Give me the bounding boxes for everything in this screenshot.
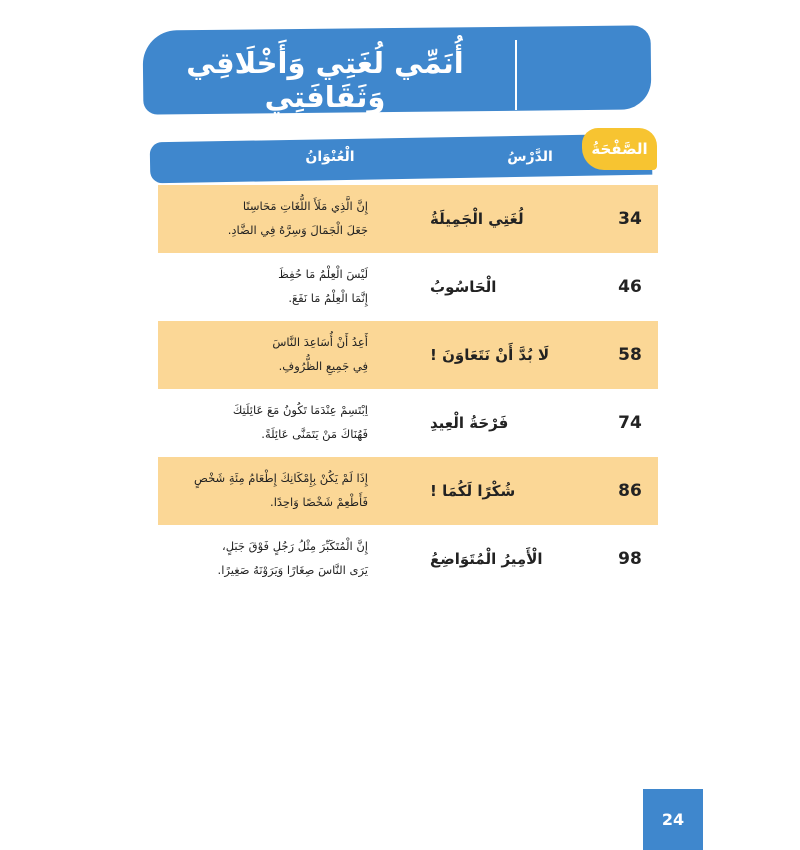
quote — [198, 330, 368, 378]
quote-line: إِنَّ الَّذِي مَلَأَ اللُّغَاتِ مَحَاسِنًا — [242, 199, 368, 213]
page-number: 46 — [618, 277, 642, 297]
table-row — [158, 185, 658, 253]
lesson-name: الْحَاسُوبُ — [430, 278, 497, 296]
page-number: 98 — [618, 549, 642, 569]
quote — [198, 194, 368, 242]
quote — [198, 534, 368, 582]
quote-line: إِنَّ الْمُتَكَبِّرَ مِثْلُ رَجُلٍ فَوْقَ جَبَلٍ، — [222, 539, 368, 553]
page-title: أُنَمِّي لُغَتِي وَأَخْلَاقِي وَثَقَافَتِي — [186, 46, 464, 114]
lesson-name: فَرْحَةُ الْعِيدِ — [430, 414, 509, 432]
quote-line: يَرَى النَّاسَ صِغَارًا وَيَرَوْنَهُ صَغِيرًا. — [217, 563, 368, 577]
quote — [194, 466, 368, 514]
quote-line: إِذَا لَمْ يَكُنْ بِإِمْكَانِكَ إِطْعَامُ مِئَةِ شَخْصٍ — [194, 471, 368, 485]
page-column-header: الصَّفْحَةُ — [582, 128, 657, 170]
quote-line: لَيْسَ الْعِلْمُ مَا حُفِظَ — [278, 267, 368, 281]
page-number: 74 — [618, 413, 642, 433]
page-number: 58 — [618, 345, 642, 365]
quote-line: إِنَّمَا الْعِلْمُ مَا نَفَعَ. — [288, 291, 368, 305]
quote-line: اِبْتَسِمْ عِنْدَمَا تَكُونُ مَعَ عَائِلَتِكَ — [232, 403, 368, 417]
table-row — [158, 253, 658, 321]
lesson-name: شُكْرًا لَكُمَا ! — [430, 482, 516, 500]
footer-page-number: 24 — [643, 789, 703, 850]
lesson-name: لُغَتِي الْجَمِيلَةُ — [430, 210, 524, 228]
lesson-column-header: الدَّرْسُ — [507, 149, 553, 165]
table-row — [158, 321, 658, 389]
quote-line: فَأَطْعِمْ شَخْصًا وَاحِدًا. — [270, 495, 368, 509]
table-row — [158, 525, 658, 593]
lesson-name: الْأَمِيرُ الْمُتَوَاضِعُ — [430, 550, 543, 568]
table-row — [158, 457, 658, 525]
quote-line: فَهُنَاكَ مَنْ يَتَمَنَّى عَائِلَةً. — [261, 427, 368, 441]
quote — [198, 398, 368, 446]
table-header-bar — [150, 134, 653, 184]
lesson-name: لَا بُدَّ أَنْ نَتَعَاوَنَ ! — [430, 346, 550, 364]
page-number: 86 — [618, 481, 642, 501]
page-number: 34 — [618, 209, 642, 229]
quote-line: فِي جَمِيعِ الظُّرُوفِ. — [278, 359, 368, 373]
quote-line: أَعِدُ أَنْ أُسَاعِدَ النَّاسَ — [272, 335, 368, 349]
table-row — [158, 389, 658, 457]
title-divider — [515, 40, 517, 110]
title-column-header: الْعُنْوَانُ — [305, 149, 355, 165]
quote — [198, 262, 368, 310]
quote-line: جَعَلَ الْجَمَالَ وَسِرَّهُ فِي الضَّادِ. — [227, 223, 368, 237]
